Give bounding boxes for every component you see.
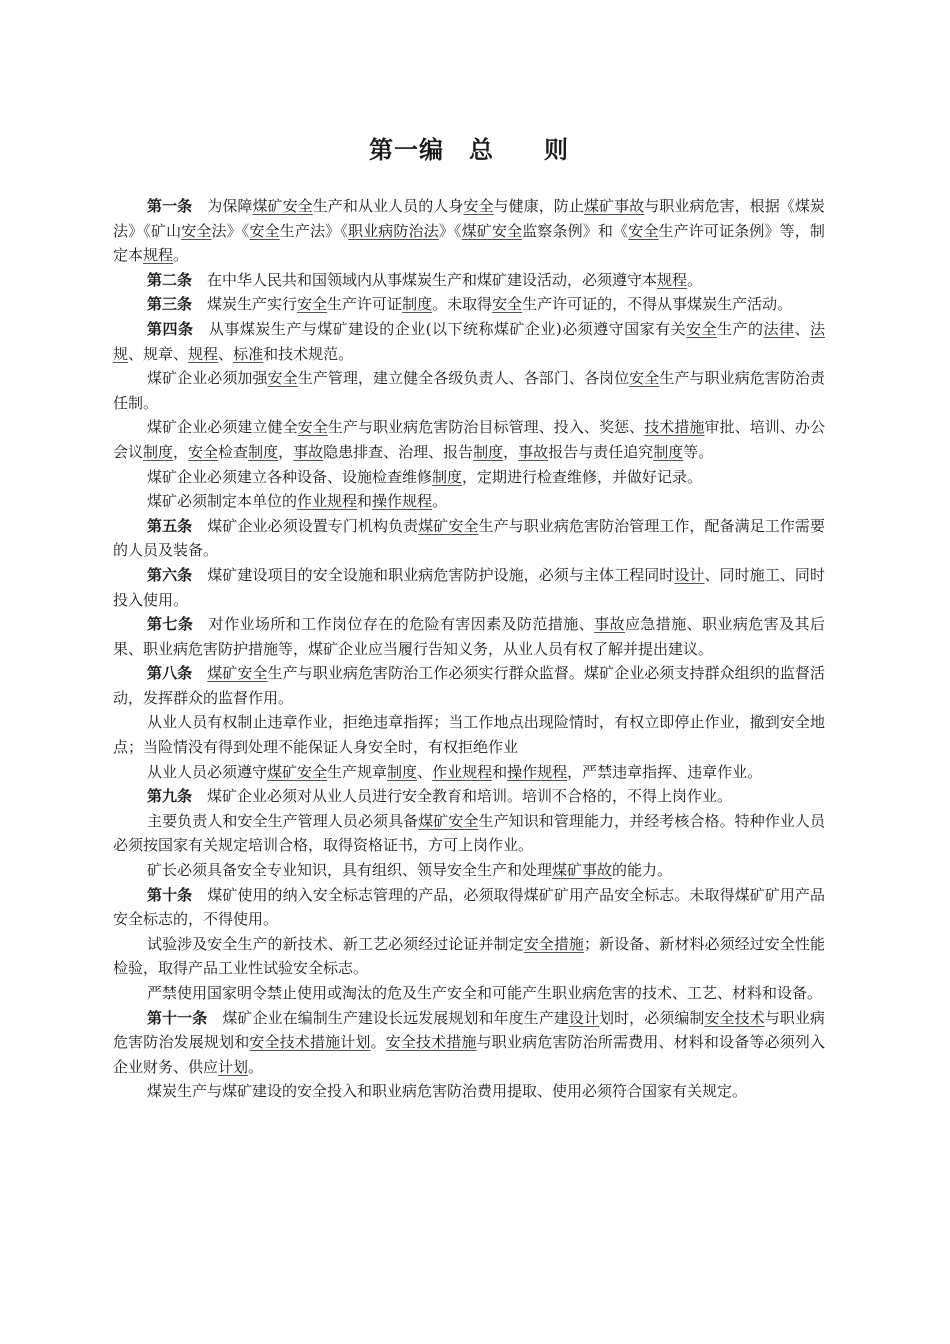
link-technical-measures[interactable]: 技术措施 — [644, 418, 705, 437]
article-label: 第一条 — [147, 197, 193, 215]
link-coal-mine-accident[interactable]: 煤矿事故 — [552, 861, 613, 880]
article-9-paragraph-3: 矿长必须具备安全专业知识，具有组织、领导安全生产和处理煤矿事故的能力。 — [147, 861, 673, 880]
link-coal-mine-safety[interactable]: 煤矿安全 — [418, 811, 479, 830]
link-standard[interactable]: 标准 — [233, 344, 264, 363]
link-safety[interactable]: 安全 — [267, 369, 298, 388]
link-system[interactable]: 制度 — [653, 442, 684, 461]
link-coal-mine-safety[interactable]: 煤矿安全 — [461, 221, 523, 240]
link-law[interactable]: 法律 — [763, 319, 795, 338]
link-safety-technical-measures-plan[interactable]: 安全技术措施计划 — [249, 1033, 371, 1052]
link-safety[interactable]: 安全 — [628, 221, 659, 240]
article-2: 第二条 在中华人民共和国领域内从事煤炭生产和煤矿建设活动，必须遵守本规程。 — [147, 270, 703, 289]
link-safety[interactable]: 安全 — [181, 221, 212, 240]
link-safety[interactable]: 安全 — [463, 197, 494, 215]
article-8-paragraph-3: 从业人员必须遵守煤矿安全生产规章制度、作业规程和操作规程，严禁违章指挥、违章作业。 — [147, 762, 763, 781]
article-3: 第三条 煤炭生产实行安全生产许可证制度。未取得安全生产许可证的，不得从事煤炭生产活动。 — [147, 295, 793, 314]
article-7: 第七条 对作业场所和工作岗位存在的危险有害因素及防范措施、事故应急措施、职业病危害及其后果、职业病危害防护措施等，煤矿企业应当履行告知义务，从业人员有权了解并提出建议。 — [113, 615, 825, 658]
link-regulations[interactable]: 规程 — [188, 344, 219, 363]
article-4: 第四条 从事煤炭生产与煤矿建设的企业(以下统称煤矿企业)必须遵守国家有关安全生产的法律、法规、规章、规程、标准和技术规范。 — [113, 319, 825, 363]
article-4-paragraph-3: 煤矿企业必须建立健全安全生产与职业病危害防治目标管理、投入、奖惩、技术措施审批、培训、办公会议制度，安全检查制度，事故隐患排查、治理、报告制度，事故报告与责任追究制度等。 — [113, 418, 825, 461]
article-4-paragraph-2: 煤矿企业必须加强安全生产管理，建立健全各级负责人、各部门、各岗位安全生产与职业病危害防治责任制。 — [113, 369, 825, 412]
article-label: 第四条 — [147, 319, 194, 338]
link-safety[interactable]: 安全 — [492, 295, 523, 314]
link-operating-procedures[interactable]: 操作规程 — [372, 492, 433, 511]
link-system[interactable]: 制度 — [473, 442, 504, 461]
link-safety[interactable]: 安全 — [188, 442, 219, 461]
link-plan[interactable]: 计划 — [218, 1057, 249, 1076]
link-coal-mine-safety[interactable]: 煤矿安全 — [267, 762, 328, 781]
article-label: 第六条 — [147, 565, 193, 584]
link-work-procedures[interactable]: 作业规程 — [432, 762, 493, 781]
link-system[interactable]: 制度 — [143, 442, 174, 461]
link-regulation[interactable]: 法规 — [113, 319, 825, 363]
link-coal-mine-accident[interactable]: 煤矿事故 — [583, 197, 645, 215]
link-safety[interactable]: 安全 — [297, 295, 328, 314]
link-work-procedures[interactable]: 作业规程 — [297, 492, 358, 511]
article-4-paragraph-5: 煤矿必须制定本单位的作业规程和操作规程。 — [147, 492, 448, 511]
page-title: 第一编 总 则 — [369, 136, 569, 164]
link-safety-technology[interactable]: 安全技术 — [704, 1008, 765, 1027]
link-system[interactable]: 制度 — [432, 467, 463, 486]
link-system[interactable]: 制度 — [248, 442, 279, 461]
link-system[interactable]: 制度 — [387, 762, 418, 781]
article-11: 第十一条 煤矿企业在编制生产建设长远发展规划和年度生产建设计划时，必须编制安全技术与职业病危害防治发展规划和安全技术措施计划。安全技术措施与职业病危害防治所需费用、材料和设备等必须列入企业财务、供应计划。 — [113, 1008, 825, 1076]
article-label: 第十条 — [147, 885, 193, 904]
link-regulations[interactable]: 规程 — [657, 270, 688, 289]
article-label: 第七条 — [147, 615, 194, 634]
link-accident[interactable]: 事故 — [293, 442, 324, 461]
link-accident[interactable]: 事故 — [594, 615, 625, 634]
article-label: 第八条 — [147, 664, 193, 683]
article-10-paragraph-3: 严禁使用国家明令禁止使用或淘汰的危及生产安全和可能产生职业病危害的技术、工艺、材料和设备。 — [147, 984, 823, 1002]
link-accident[interactable]: 事故 — [518, 442, 549, 461]
article-label: 第五条 — [147, 516, 193, 535]
link-design[interactable]: 设计 — [568, 1008, 599, 1027]
article-9: 第九条 煤矿企业必须对从业人员进行安全教育和培训。培训不合格的，不得上岗作业。 — [147, 787, 733, 806]
link-system[interactable]: 制度 — [402, 295, 433, 314]
article-6: 第六条 煤矿建设项目的安全设施和职业病危害防护设施，必须与主体工程同时设计、同时施工、同时投入使用。 — [113, 565, 825, 609]
article-4-paragraph-4: 煤矿企业必须建立各种设备、设施检查维修制度，定期进行检查维修，并做好记录。 — [147, 467, 703, 486]
article-11-paragraph-2: 煤炭生产与煤矿建设的安全投入和职业病危害防治费用提取、使用必须符合国家有关规定。 — [147, 1082, 748, 1101]
article-8-paragraph-2: 从业人员有权制止违章作业，拒绝违章指挥；当工作地点出现险情时，有权立即停止作业，撤到安全地点；当险情没有得到处理不能保证人身安全时，有权拒绝作业 — [113, 713, 825, 757]
link-coal-mine-safety[interactable]: 煤矿安全 — [418, 516, 479, 535]
article-5: 第五条 煤矿企业必须设置专门机构负责煤矿安全生产与职业病危害防治管理工作，配备满足工作需要的人员及装备。 — [113, 516, 825, 560]
link-regulations[interactable]: 规程 — [143, 246, 174, 265]
link-safety[interactable]: 安全 — [629, 369, 660, 388]
link-coal-mine-safety[interactable]: 煤矿安全 — [207, 664, 268, 683]
link-operating-procedures[interactable]: 操作规程 — [507, 762, 568, 781]
link-design[interactable]: 设计 — [674, 565, 705, 584]
link-safety[interactable]: 安全 — [249, 221, 280, 240]
link-coal-mine-safety[interactable]: 煤矿安全 — [252, 197, 313, 215]
article-10-paragraph-2: 试验涉及安全生产的新技术、新工艺必须经过论证并制定安全措施；新设备、新材料必须经过安全性能检验，取得产品工业性试验安全标志。 — [113, 934, 825, 978]
article-9-paragraph-2: 主要负责人和安全生产管理人员必须具备煤矿安全生产知识和管理能力，并经考核合格。特种作业人员必须按国家有关规定培训合格，取得资格证书，方可上岗作业。 — [113, 811, 825, 855]
article-8: 第八条 煤矿安全生产与职业病危害防治工作必须实行群众监督。煤矿企业必须支持群众组织的监督活动，发挥群众的监督作用。 — [113, 664, 825, 707]
link-occupational-disease-law[interactable]: 职业病防治法 — [347, 221, 439, 240]
link-safety[interactable]: 安全 — [686, 319, 718, 338]
article-label: 第九条 — [147, 787, 193, 806]
article-10: 第十条 煤矿使用的纳入安全标志管理的产品，必须取得煤矿矿用产品安全标志。未取得煤矿矿用产品安全标志的，不得使用。 — [113, 885, 825, 929]
article-label: 第二条 — [147, 270, 193, 289]
article-label: 第三条 — [147, 295, 193, 314]
link-safety[interactable]: 安全 — [297, 418, 328, 437]
link-safety-measures[interactable]: 安全措施 — [523, 934, 584, 953]
article-1: 第一条 为保障煤矿安全生产和从业人员的人身安全与健康，防止煤矿事故与职业病危害，根据《煤炭法》《矿山安全法》《安全生产法》《职业病防治法》《煤矿安全监察条例》和《安全生产许可证条例》等，制定本规程。 — [113, 197, 825, 265]
link-safety-technical-measures[interactable]: 安全技术措施 — [385, 1033, 477, 1052]
article-label: 第十一条 — [147, 1008, 208, 1027]
